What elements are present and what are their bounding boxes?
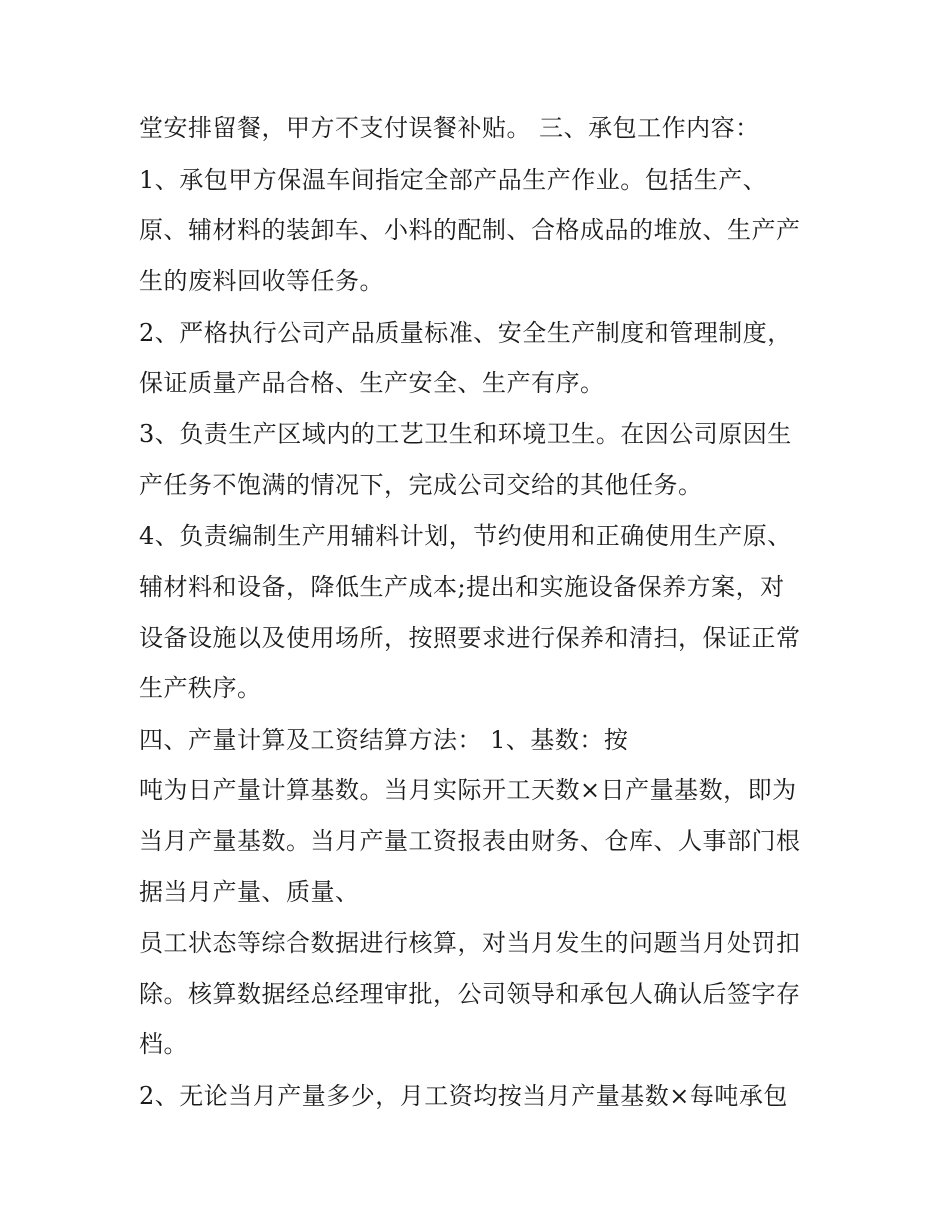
text-line: 生的废料回收等任务。 bbox=[139, 267, 384, 295]
text-line: 1、承包甲方保温车间指定全部产品生产作业。包括生产、 bbox=[139, 166, 768, 194]
text-line: 据当月产量、质量、 bbox=[139, 878, 360, 906]
text-line: 堂安排留餐，甲方不支付误餐补贴。 三、承包工作内容： bbox=[139, 114, 760, 142]
text-line: 辅材料和设备，降低生产成本;提出和实施设备保养方案，对 bbox=[139, 573, 785, 601]
text-line: 设备设施以及使用场所，按照要求进行保养和清扫，保证正常 bbox=[139, 624, 801, 652]
text-line: 2、无论当月产量多少，月工资均按当月产量基数×每吨承包 bbox=[139, 1082, 788, 1110]
text-line: 档。 bbox=[139, 1030, 188, 1058]
text-line: 当月产量基数。当月产量工资报表由财务、仓库、人事部门根 bbox=[139, 827, 801, 855]
text-line: 吨为日产量计算基数。当月实际开工天数×日产量基数，即为 bbox=[139, 776, 797, 804]
text-line: 原、辅材料的装卸车、小料的配制、合格成品的堆放、生产产 bbox=[139, 216, 801, 244]
text-line: 产任务不饱满的情况下，完成公司交给的其他任务。 bbox=[139, 471, 703, 499]
text-line: 生产秩序。 bbox=[139, 674, 262, 702]
text-line: 保证质量产品合格、生产安全、生产有序。 bbox=[139, 369, 605, 397]
text-line: 四、产量计算及工资结算方法： 1、基数：按 bbox=[139, 726, 629, 754]
text-line: 2、严格执行公司产品质量标准、安全生产制度和管理制度， bbox=[139, 319, 792, 347]
text-line: 除。核算数据经总经理审批，公司领导和承包人确认后签字存 bbox=[139, 980, 801, 1008]
text-line: 3、负责生产区域内的工艺卫生和环境卫生。在因公司原因生 bbox=[139, 420, 792, 448]
text-line: 员工状态等综合数据进行核算，对当月发生的问题当月处罚扣 bbox=[139, 929, 801, 957]
text-line: 4、负责编制生产用辅料计划，节约使用和正确使用生产原、 bbox=[139, 522, 792, 550]
